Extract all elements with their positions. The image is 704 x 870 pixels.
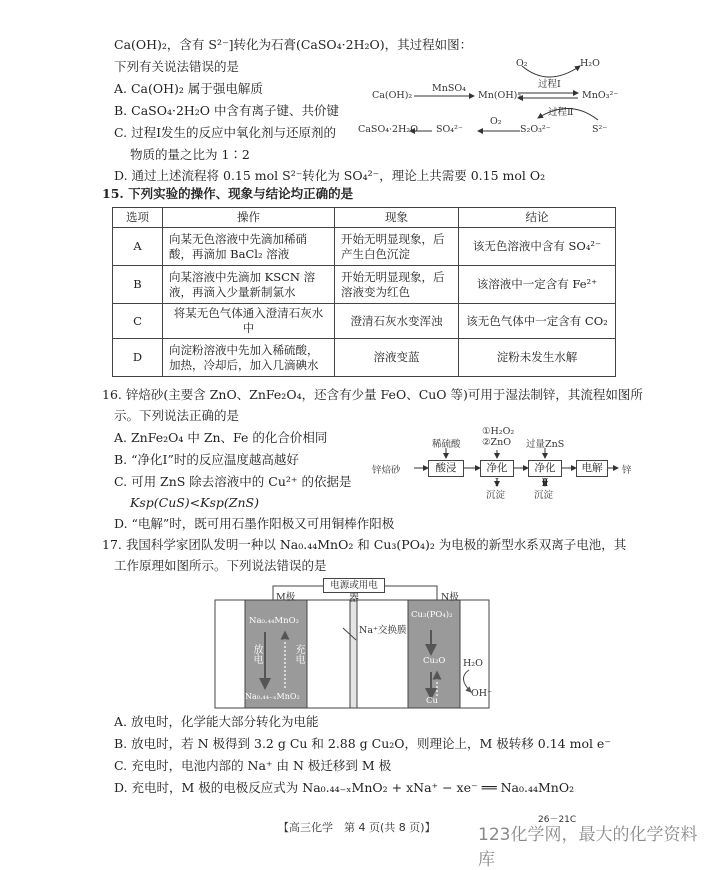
q17-option-d: D. 充电时，M 极的电极反应式为 Na₀.₄₄₋ₓMnO₂ + xNa⁺ − xe⁻ ══ Na₀.₄₄MnO₂ — [114, 780, 575, 795]
h2o-label: H₂O — [463, 658, 483, 669]
label-gypsum: CaSO₄·2H₂O — [358, 124, 418, 135]
cell-phenomenon: 溶液变蓝 — [335, 339, 459, 377]
cell-conclusion: 淀粉未发生水解 — [459, 339, 616, 377]
cell-operation: 向某无色溶液中先滴加稀硝酸，再滴加 BaCl₂ 溶液 — [163, 228, 335, 266]
flow-start: 锌焙砂 — [372, 465, 401, 476]
power-source-box: 电源或用电器 — [323, 578, 385, 593]
q17-stem-1: 17. 我国科学家团队发明一种以 Na₀.₄₄MnO₂ 和 Cu₃(PO₄)₂ 为电极的新型水系双离子电池，其 — [102, 537, 627, 552]
m-top-compound: Na₀.₄₄MnO₂ — [249, 616, 299, 626]
q16-option-c: C. 可用 ZnS 除去溶液中的 Cu²⁺ 的依据是 — [114, 474, 352, 489]
experiment-table — [112, 207, 616, 377]
watermark-text: 123化学网，最大的化学资料库 — [478, 825, 698, 870]
q16-option-d: D. “电解”时，既可用石墨作阳极又可用铜棒作阳极 — [114, 516, 395, 531]
q14-intro: Ca(OH)₂，含有 S²⁻]转化为石膏(CaSO₄·2H₂O)，其过程如图： — [114, 37, 473, 52]
q14-stem: 下列有关说法错误的是 — [114, 59, 240, 74]
m-pole-label: M极 — [276, 592, 296, 603]
label-process1: 过程Ⅰ — [538, 79, 561, 90]
cell-option: B — [113, 266, 163, 304]
n-bottom-compound: Cu — [426, 696, 438, 706]
flow-step-purify1: 净化Ⅰ — [480, 460, 514, 477]
header-option: 选项 — [113, 208, 163, 228]
q14-option-d: D. 通过上述流程将 0.15 mol S²⁻转化为 SO₄²⁻，理论上共需要 0.15 mol O₂ — [114, 168, 546, 183]
cell-option: A — [113, 228, 163, 266]
q14-option-b: B. CaSO₄·2H₂O 中含有离子键、共价键 — [114, 103, 340, 118]
flow-precip2: 沉淀 — [534, 490, 554, 501]
flow-reagent2a: ①H₂O₂ — [482, 426, 515, 437]
flow-step-acid-leach: 酸浸 — [428, 460, 464, 477]
label-o2-bottom: O₂ — [490, 116, 502, 127]
table-header-row — [113, 208, 616, 228]
cell-conclusion: 该无色气体中一定含有 CO₂ — [459, 304, 616, 339]
cell-phenomenon: 开始无明显现象，后溶液变为红色 — [335, 266, 459, 304]
cell-operation: 向某溶液中先滴加 KSCN 溶液，再滴入少量新制氯水 — [163, 266, 335, 304]
label-h2o-top: H₂O — [580, 58, 600, 69]
table-row — [113, 304, 616, 339]
flow-reagent3: 过量ZnS — [526, 439, 565, 450]
battery-diagram — [213, 580, 493, 710]
zinc-flow-diagram — [370, 426, 632, 501]
cell-conclusion: 该溶液中一定含有 Fe²⁺ — [459, 266, 616, 304]
flow-step-purify2: 净化Ⅱ — [528, 460, 562, 477]
label-mno3: MnO₃²⁻ — [582, 90, 619, 101]
page-footer-label: 【高三化学 第 4 页(共 8 页)】 — [278, 821, 436, 834]
q16-stem-2: 示。下列说法正确的是 — [114, 408, 240, 423]
q14-option-c-cont: 物质的量之比为 1∶2 — [130, 147, 250, 162]
table-row — [113, 266, 616, 304]
label-mnoh2: Mn(OH)₂ — [478, 90, 522, 101]
n-mid-compound: Cu₂O — [423, 656, 446, 666]
q17-option-a: A. 放电时，化学能大部分转化为电能 — [114, 714, 319, 729]
label-s2minus: S²⁻ — [592, 124, 608, 135]
cell-operation: 向淀粉溶液中先加入稀硫酸，加热，冷却后，加入几滴碘水 — [163, 339, 335, 377]
label-s2o3: S₂O₃²⁻ — [520, 124, 551, 135]
table-row — [113, 339, 616, 377]
membrane-label: Na⁺交换膜 — [359, 625, 407, 636]
q14-reaction-diagram — [358, 58, 619, 143]
m-bottom-compound: Na₀.₄₄₋ₓMnO₂ — [245, 692, 300, 701]
page-code: 26－21C — [538, 815, 577, 825]
q16-option-a: A. ZnFe₂O₄ 中 Zn、Fe 的化合价相同 — [114, 430, 328, 445]
n-top-compound: Cu₃(PO₄)₂ — [411, 610, 453, 620]
cell-phenomenon: 开始无明显现象，后产生白色沉淀 — [335, 228, 459, 266]
cell-phenomenon: 澄清石灰水变浑浊 — [335, 304, 459, 339]
n-pole-label: N极 — [441, 592, 459, 603]
cell-option: C — [113, 304, 163, 339]
q16-stem-1: 16. 锌焙砂(主要含 ZnO、ZnFe₂O₄，还含有少量 FeO、CuO 等)可用于湿法制锌，其流程如图所 — [102, 387, 643, 402]
label-process2: 过程Ⅱ — [548, 107, 574, 118]
q14-option-c: C. 过程Ⅰ发生的反应中氧化剂与还原剂的 — [114, 125, 337, 140]
oh-label: OH⁻ — [471, 688, 493, 699]
q16-option-b: B. “净化Ⅰ”时的反应温度越高越好 — [114, 452, 299, 467]
flow-end: 锌 — [622, 465, 632, 476]
q17-option-b: B. 放电时，若 N 极得到 3.2 g Cu 和 2.88 g Cu₂O，则理论上，M 极转移 0.14 mol e⁻ — [114, 736, 611, 751]
flow-reagent2b: ②ZnO — [482, 437, 512, 448]
header-conclusion: 结论 — [459, 208, 616, 228]
header-phenomenon: 现象 — [335, 208, 459, 228]
label-mnso4: MnSO₄ — [432, 83, 466, 94]
flow-reagent1: 稀硫酸 — [432, 439, 461, 450]
q17-option-c: C. 充电时，电池内部的 Na⁺ 由 N 极迁移到 M 极 — [114, 758, 392, 773]
cell-conclusion: 该无色溶液中含有 SO₄²⁻ — [459, 228, 616, 266]
charge-label: 充电 — [293, 644, 304, 664]
discharge-label: 放电 — [251, 644, 262, 664]
cell-operation: 将某无色气体通入澄清石灰水中 — [163, 304, 335, 339]
q14-option-a: A. Ca(OH)₂ 属于强电解质 — [114, 81, 263, 96]
flow-precip1: 沉淀 — [486, 490, 506, 501]
q17-stem-2: 工作原理如图所示。下列说法错误的是 — [114, 558, 327, 573]
q15-stem: 15. 下列实验的操作、现象与结论均正确的是 — [102, 186, 354, 201]
label-caoh2: Ca(OH)₂ — [372, 90, 413, 101]
table-row — [113, 228, 616, 266]
cell-option: D — [113, 339, 163, 377]
label-o2-top: O₂ — [516, 58, 528, 69]
q16-option-c-cont: Ksp(CuS)<Ksp(ZnS) — [130, 495, 259, 510]
label-so4: SO₄²⁻ — [436, 124, 463, 135]
header-operation: 操作 — [163, 208, 335, 228]
flow-step-electrolysis: 电解 — [576, 460, 608, 477]
